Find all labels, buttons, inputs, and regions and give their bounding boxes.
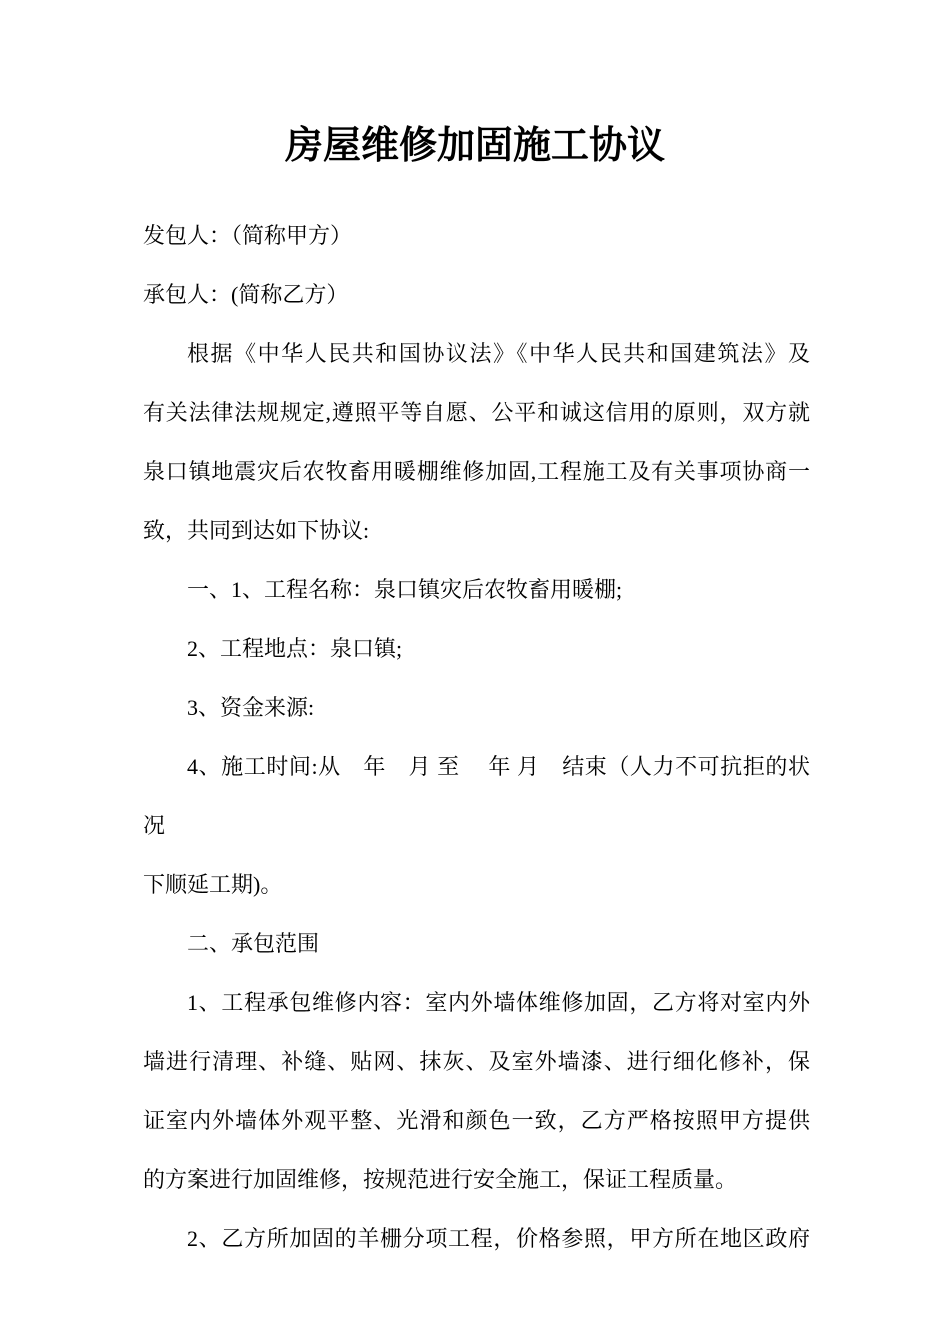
text-line: 墙进行清理、补缝、贴网、抹灰、及室外墙漆、进行细化修补，保 — [143, 1049, 810, 1074]
text-line: 一、1、工程名称：泉口镇灾后农牧畜用暖棚; — [187, 577, 623, 602]
text-line: 1、工程承包维修内容：室内外墙体维修加固，乙方将对室内外 — [187, 990, 810, 1015]
text-line: 2、工程地点：泉口镇; — [187, 636, 403, 661]
text-line: 下顺延工期)。 — [143, 872, 283, 897]
text-line: 证室内外墙体外观平整、光滑和颜色一致，乙方严格按照甲方提供 — [143, 1108, 810, 1133]
text-line: 二、承包范围 — [187, 931, 320, 956]
text-line: 承包人：(简称乙方） — [143, 282, 349, 307]
text-line: 4、施工时间:从 年 月 至 年 月 结束（人力不可抗拒的状况 — [143, 754, 810, 838]
text-line: 根据《中华人民共和国协议法》《中华人民共和国建筑法》及 — [187, 341, 810, 366]
text-line: 致，共同到达如下协议: — [143, 518, 370, 543]
document-body — [143, 206, 810, 1268]
text-line: 3、资金来源: — [187, 695, 315, 720]
text-line: 的方案进行加固维修，按规范进行安全施工，保证工程质量。 — [143, 1167, 738, 1192]
document-title: 房屋维修加固施工协议 — [284, 125, 665, 167]
text-line: 2、乙方所加固的羊栅分项工程，价格参照，甲方所在地区政府 — [187, 1226, 810, 1251]
text-line: 发包人：（简称甲方） — [143, 223, 353, 248]
text-line: 有关法律法规规定,遵照平等自愿、公平和诚这信用的原则，双方就 — [143, 400, 810, 425]
text-line: 泉口镇地震灾后农牧畜用暖棚维修加固,工程施工及有关事项协商一 — [143, 459, 810, 484]
